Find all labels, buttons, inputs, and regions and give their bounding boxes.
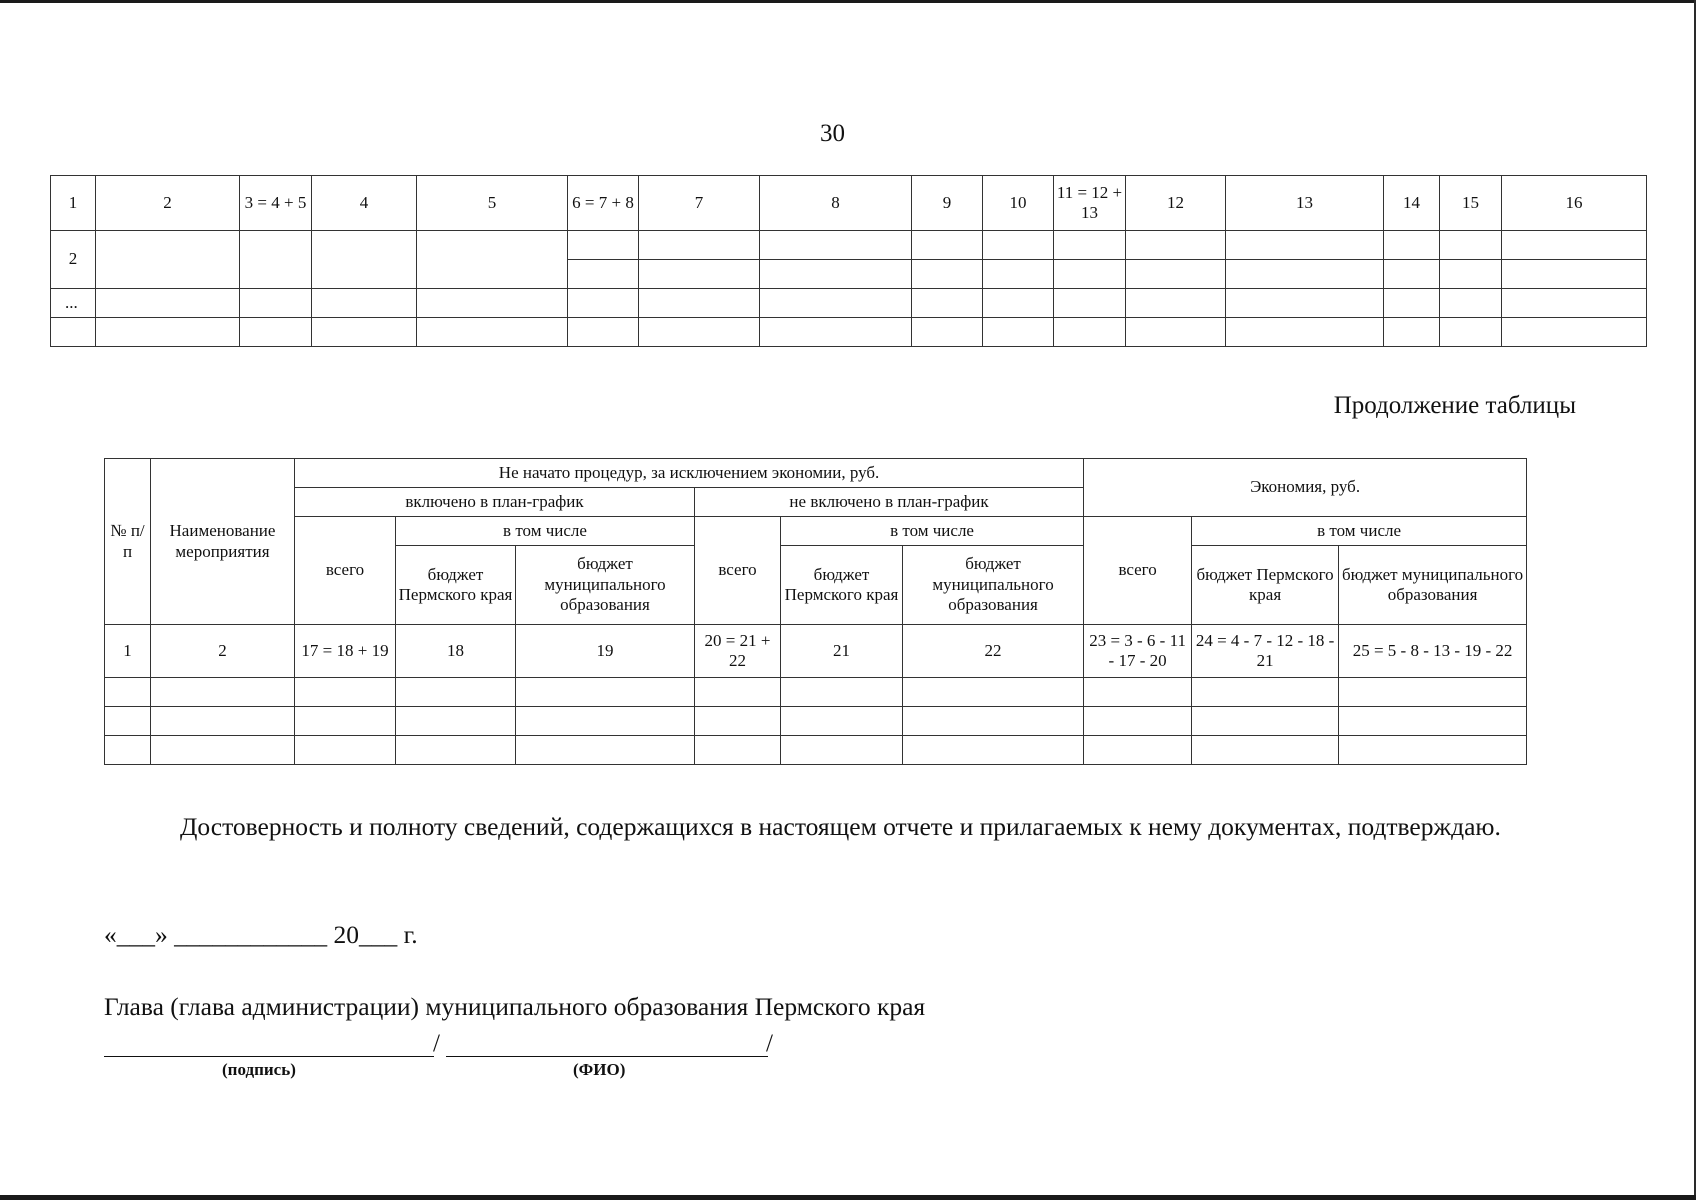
table-cell: [1084, 707, 1192, 736]
column-number-cell: 22: [903, 625, 1084, 678]
top-header-cell: 10: [983, 176, 1054, 231]
table-cell: [1440, 231, 1502, 260]
table-cell: [1126, 289, 1226, 318]
table-cell: [639, 318, 760, 347]
table-cell: [1384, 260, 1440, 289]
table-cell: [781, 736, 903, 765]
table-cell: [983, 289, 1054, 318]
top-header-cell: 11 = 12 + 13: [1054, 176, 1126, 231]
table-cell: [396, 707, 516, 736]
top-header-cell: 5: [417, 176, 568, 231]
ellipsis-cell: ...: [51, 289, 96, 318]
table-cell: [1226, 231, 1384, 260]
column-header-name: Наименование мероприятия: [151, 459, 295, 625]
table-cell: [695, 707, 781, 736]
table-cell: [295, 678, 396, 707]
table-cell: [912, 260, 983, 289]
top-table-header-row: [51, 176, 1647, 231]
table-cell: [1384, 231, 1440, 260]
top-header-cell: 12: [1126, 176, 1226, 231]
row-number-cell: 2: [51, 231, 96, 289]
top-header-cell: 4: [312, 176, 417, 231]
table-cell: [568, 231, 639, 260]
table-cell: [639, 289, 760, 318]
table-cell: [1502, 318, 1647, 347]
header-total: всего: [295, 517, 396, 625]
header-budget-municipal: бюджет муниципального образования: [516, 546, 695, 625]
slash-separator: /: [433, 1030, 440, 1057]
table-cell: [51, 318, 96, 347]
table-cell: [417, 318, 568, 347]
table-cell: [903, 707, 1084, 736]
date-line: «___» ____________ 20___ г.: [104, 920, 418, 949]
header-row: [105, 459, 1527, 488]
top-header-cell: 16: [1502, 176, 1647, 231]
table-cell: [1054, 318, 1126, 347]
table-cell: [312, 231, 417, 289]
column-number-cell: 20 = 21 + 22: [695, 625, 781, 678]
top-header-cell: 3 = 4 + 5: [240, 176, 312, 231]
attestation-text: Достоверность и полноту сведений, содержащихся в настоящем отчете и прилагаемых к нему документах, подтверждаю.: [180, 812, 1501, 841]
top-header-cell: 6 = 7 + 8: [568, 176, 639, 231]
table-cell: [105, 678, 151, 707]
table-cell: [983, 231, 1054, 260]
head-title: Глава (глава администрации) муниципального образования Пермского края: [104, 992, 926, 1021]
table-row: [105, 736, 1527, 765]
table-cell: [396, 678, 516, 707]
header-in-total: в том числе: [1192, 517, 1527, 546]
scan-edge-bottom: [0, 1195, 1696, 1200]
signature-line: [104, 1056, 434, 1057]
table-cell: [760, 231, 912, 260]
table-cell: [1226, 260, 1384, 289]
scan-edge-top: [0, 0, 1696, 3]
top-header-cell: 9: [912, 176, 983, 231]
table-cell: [151, 707, 295, 736]
table-cell: [1339, 678, 1527, 707]
slash-separator: /: [766, 1030, 773, 1057]
table-cell: [105, 707, 151, 736]
table-cell: [903, 736, 1084, 765]
table-cell: [516, 678, 695, 707]
table-cell: [295, 707, 396, 736]
header-row: [105, 517, 1527, 546]
table-cell: [1126, 231, 1226, 260]
table-cell: [295, 736, 396, 765]
table-cell: [760, 260, 912, 289]
top-header-cell: 15: [1440, 176, 1502, 231]
header-budget-region: бюджет Пермского края: [781, 546, 903, 625]
table-cell: [568, 289, 639, 318]
top-header-cell: 1: [51, 176, 96, 231]
table-cell: [516, 707, 695, 736]
bottom-table: [104, 458, 1527, 765]
table-cell: [417, 289, 568, 318]
column-number-cell: 17 = 18 + 19: [295, 625, 396, 678]
table-cell: [1226, 289, 1384, 318]
table-cell: [912, 318, 983, 347]
signature-caption: (подпись): [222, 1060, 296, 1079]
header-total: всего: [1084, 517, 1192, 625]
table-row: [105, 678, 1527, 707]
page-number: 30: [820, 120, 845, 147]
table-cell: [1084, 678, 1192, 707]
table-cell: [240, 318, 312, 347]
column-number-cell: 1: [105, 625, 151, 678]
header-budget-region: бюджет Пермского края: [396, 546, 516, 625]
table-cell: [312, 318, 417, 347]
table-cell: [396, 736, 516, 765]
group-header-economy: Экономия, руб.: [1084, 459, 1527, 517]
table-cell: [96, 289, 240, 318]
table-row: [105, 707, 1527, 736]
name-line: [446, 1056, 768, 1057]
table-cell: [1192, 678, 1339, 707]
table-cell: [1054, 260, 1126, 289]
table-cell: [983, 318, 1054, 347]
table-cell: [1440, 289, 1502, 318]
column-header-number: № п/п: [105, 459, 151, 625]
table-cell: [781, 678, 903, 707]
top-table: [50, 175, 1647, 347]
header-in-total: в том числе: [781, 517, 1084, 546]
table-continuation-label: Продолжение таблицы: [1333, 392, 1576, 419]
table-cell: [639, 231, 760, 260]
table-cell: [695, 678, 781, 707]
top-header-cell: 7: [639, 176, 760, 231]
top-header-cell: 2: [96, 176, 240, 231]
top-header-cell: 14: [1384, 176, 1440, 231]
table-cell: [1226, 318, 1384, 347]
table-cell: [639, 260, 760, 289]
table-cell: [105, 736, 151, 765]
table-cell: [1384, 318, 1440, 347]
table-cell: [912, 289, 983, 318]
top-header-cell: 13: [1226, 176, 1384, 231]
table-row: [51, 231, 1647, 260]
table-cell: [312, 289, 417, 318]
header-in-total: в том числе: [396, 517, 695, 546]
table-cell: [1339, 736, 1527, 765]
table-cell: [695, 736, 781, 765]
table-cell: [760, 289, 912, 318]
header-total: всего: [695, 517, 781, 625]
group-header-not-started: Не начато процедур, за исключением экономии, руб.: [295, 459, 1084, 488]
column-number-cell: 2: [151, 625, 295, 678]
table-cell: [1440, 318, 1502, 347]
name-caption: (ФИО): [573, 1060, 626, 1079]
column-number-cell: 25 = 5 - 8 - 13 - 19 - 22: [1339, 625, 1527, 678]
table-cell: [1054, 289, 1126, 318]
table-cell: [96, 318, 240, 347]
top-header-cell: 8: [760, 176, 912, 231]
table-cell: [1384, 289, 1440, 318]
subheader-included: включено в план-график: [295, 488, 695, 517]
table-cell: [1339, 707, 1527, 736]
table-cell: [1126, 318, 1226, 347]
column-number-row: [105, 625, 1527, 678]
table-cell: [516, 736, 695, 765]
subheader-not-included: не включено в план-график: [695, 488, 1084, 517]
table-cell: [1502, 260, 1647, 289]
table-cell: [96, 231, 240, 289]
table-cell: [240, 231, 312, 289]
table-cell: [1192, 707, 1339, 736]
table-cell: [151, 736, 295, 765]
header-budget-municipal: бюджет муниципального образования: [1339, 546, 1527, 625]
table-cell: [1192, 736, 1339, 765]
header-budget-region: бюджет Пермского края: [1192, 546, 1339, 625]
table-cell: [417, 231, 568, 289]
table-cell: [568, 260, 639, 289]
column-number-cell: 23 = 3 - 6 - 11 - 17 - 20: [1084, 625, 1192, 678]
table-cell: [781, 707, 903, 736]
column-number-cell: 19: [516, 625, 695, 678]
table-cell: [1502, 231, 1647, 260]
table-cell: [760, 318, 912, 347]
table-cell: [1440, 260, 1502, 289]
table-cell: [1502, 289, 1647, 318]
table-cell: [903, 678, 1084, 707]
table-cell: [568, 318, 639, 347]
header-budget-municipal: бюджет муниципального образования: [903, 546, 1084, 625]
table-cell: [1126, 260, 1226, 289]
column-number-cell: 18: [396, 625, 516, 678]
column-number-cell: 21: [781, 625, 903, 678]
table-cell: [983, 260, 1054, 289]
table-row: [51, 318, 1647, 347]
table-cell: [912, 231, 983, 260]
table-row: [51, 289, 1647, 318]
table-cell: [1054, 231, 1126, 260]
table-cell: [151, 678, 295, 707]
table-cell: [1084, 736, 1192, 765]
column-number-cell: 24 = 4 - 7 - 12 - 18 - 21: [1192, 625, 1339, 678]
table-cell: [240, 289, 312, 318]
